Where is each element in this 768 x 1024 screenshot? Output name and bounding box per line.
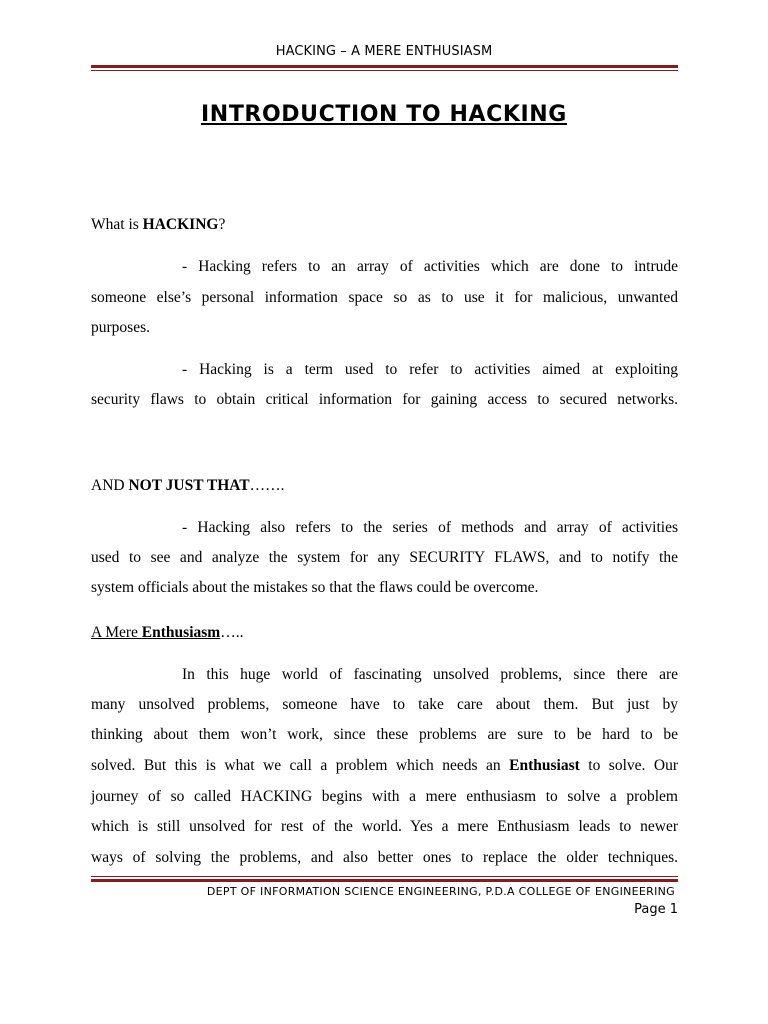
heading-prefix: AND	[91, 477, 129, 494]
heading-bold: Enthusiasm	[141, 624, 221, 641]
paragraph-line: journey of so called HACKING begins with a mere enthusiasm to solve a problem	[91, 788, 678, 805]
paragraph-line	[91, 756, 678, 776]
paragraph-line: ways of solving the problems, and also better ones to replace the older techniques.	[91, 849, 678, 866]
paragraph-line: purposes.	[91, 319, 150, 336]
section-heading-mere-enthusiasm	[91, 623, 678, 643]
paragraph-line: system officials about the mistakes so that the flaws could be overcome.	[91, 579, 539, 596]
paragraph-line: security flaws to obtain critical information for gaining access to secured networks.	[91, 391, 678, 408]
question-suffix: ?	[218, 216, 226, 233]
footer-rule-thick	[91, 879, 678, 882]
paragraph-line: used to see and analyze the system for any SECURITY FLAWS, and to notify the	[91, 549, 678, 566]
section-heading-not-just-that	[91, 476, 678, 496]
paragraph-line: someone else’s personal information space so as to use it for malicious, unwanted	[91, 289, 678, 306]
question-prefix: What is	[91, 216, 143, 233]
header-rule-thick	[91, 65, 678, 68]
paragraph-line: thinking about them won’t work, since these problems are sure to be hard to be	[91, 726, 678, 743]
document-title: INTRODUCTION TO HACKING	[201, 102, 567, 127]
line-text: solved. But this is what we call a problem which needs an	[91, 757, 510, 774]
paragraph-line: which is still unsolved for rest of the world. Yes a mere Enthusiasm leads to newer	[91, 818, 678, 835]
paragraph-line: - Hacking refers to an array of activities which are done to intrude	[182, 258, 678, 275]
page-number: Page 1	[634, 902, 678, 917]
heading-prefix: A Mere	[91, 624, 142, 641]
footer-rule-thin	[91, 876, 678, 877]
paragraph-line: many unsolved problems, someone have to take care about them. But just by	[91, 696, 678, 713]
line-text: to solve. Our	[579, 757, 678, 774]
header-title: HACKING – A MERE ENTHUSIASM	[275, 44, 493, 59]
footer-department: DEPT OF INFORMATION SCIENCE ENGINEERING, P.D.A COLLEGE OF ENGINEERING	[206, 885, 675, 898]
heading-suffix: …..	[220, 624, 244, 641]
heading-bold: NOT JUST THAT	[128, 477, 250, 494]
header-rule-thin	[91, 70, 678, 71]
question-heading	[91, 215, 678, 235]
paragraph-line: - Hacking is a term used to refer to activities aimed at exploiting	[182, 361, 678, 378]
enthusiast-bold: Enthusiast	[509, 757, 580, 774]
heading-suffix: …….	[249, 477, 285, 494]
paragraph-line: In this huge world of fascinating unsolved problems, since there are	[182, 666, 678, 683]
question-bold: HACKING	[142, 216, 219, 233]
paragraph-line: - Hacking also refers to the series of methods and array of activities	[182, 519, 678, 536]
